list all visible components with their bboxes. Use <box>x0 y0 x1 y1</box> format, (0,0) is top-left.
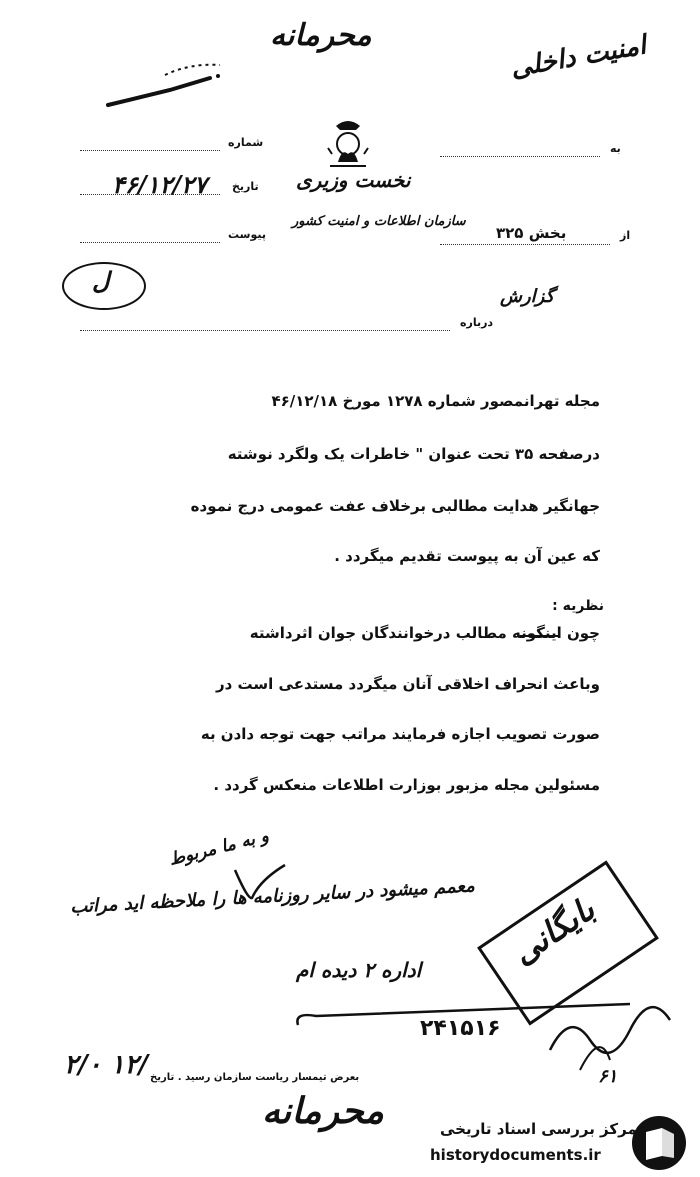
handwritten-note-second: اداره ۲ دیده ام <box>296 958 422 982</box>
opinion-label: نظریه : <box>552 598 604 614</box>
opinion-line-1: چون اینگونه مطالب درخوانندگان جوان اثرداشته <box>249 624 600 642</box>
classification-top: محرمانه <box>270 18 372 53</box>
body-line-2: درصفحه ۳۵ تحت عنوان " خاطرات یک ولگرد نوشته <box>227 445 600 463</box>
circle-letter: ل <box>92 266 110 295</box>
date-field-line <box>80 194 220 195</box>
about-label: درباره <box>460 316 494 329</box>
body-line-1: مجله تهرانمصور شماره ۱۲۷۸ مورخ ۴۶/۱۲/۱۸ <box>271 392 600 410</box>
from-field-line <box>440 244 610 245</box>
handwritten-note-top: و به ما مربوط <box>167 825 271 871</box>
classification-bottom: محرمانه <box>262 1090 384 1132</box>
to-field-line <box>440 156 600 157</box>
to-label: به <box>610 142 621 155</box>
scribble-dots <box>160 55 240 85</box>
date-label: تاریخ <box>232 180 259 193</box>
corner-handwriting: ۶۱ <box>598 1066 618 1087</box>
ministry-name: نخست وزیری <box>296 168 411 192</box>
about-field-line <box>80 330 450 331</box>
number-field-line <box>80 150 220 151</box>
body-line-4: که عین آن به پیوست تقدیم میگردد . <box>334 547 600 565</box>
from-value: بخش ۳۲۵ <box>496 224 567 242</box>
archive-stamp-number: ۲۴۱۵۱۶ <box>420 1016 501 1041</box>
opinion-line-3: صورت تصویب اجازه فرمایند مراتب جهت توجه دادن به <box>200 725 600 743</box>
handwritten-department-stamp: امنیت داخلی <box>508 30 649 84</box>
organization-name: سازمان اطلاعات و امنیت کشور <box>292 214 466 229</box>
lion-and-sun-emblem-icon <box>326 118 370 170</box>
watermark-name: مرکز بررسی اسناد تاریخی <box>440 1120 637 1138</box>
opinion-line-4: مسئولین مجله مزبور بوزارت اطلاعات منعکس گردد . <box>213 776 600 794</box>
from-label: از <box>620 229 631 242</box>
attachment-label: پیوست <box>228 228 266 241</box>
opinion-dash <box>520 635 560 637</box>
report-label: گزارش <box>500 286 555 307</box>
opinion-line-2: وباعث انحراف اخلاقی آنان میگردد مستدعی است در <box>215 675 600 693</box>
watermark-url: historydocuments.ir <box>430 1146 601 1164</box>
watermark-logo-icon <box>632 1116 686 1170</box>
date-value: ۴۶/۱۲/۲۷ <box>112 170 207 199</box>
footer-typed-line: بعرض تیمسار ریاست سازمان رسید . تاریخ <box>150 1072 360 1083</box>
archive-stamp-text: بایگانی <box>505 889 602 973</box>
handwritten-note-main: معمم میشود در سایر روزنامه ها را ملاحظه اید مراتب <box>69 875 476 918</box>
number-label: شماره <box>228 136 264 149</box>
footer-date: ۲/۰ ۱۲/ <box>64 1050 148 1080</box>
body-line-3: جهانگیر هدایت مطالبی برخلاف عفت عمومی درج نموده <box>190 497 600 515</box>
attachment-field-line <box>80 242 220 243</box>
